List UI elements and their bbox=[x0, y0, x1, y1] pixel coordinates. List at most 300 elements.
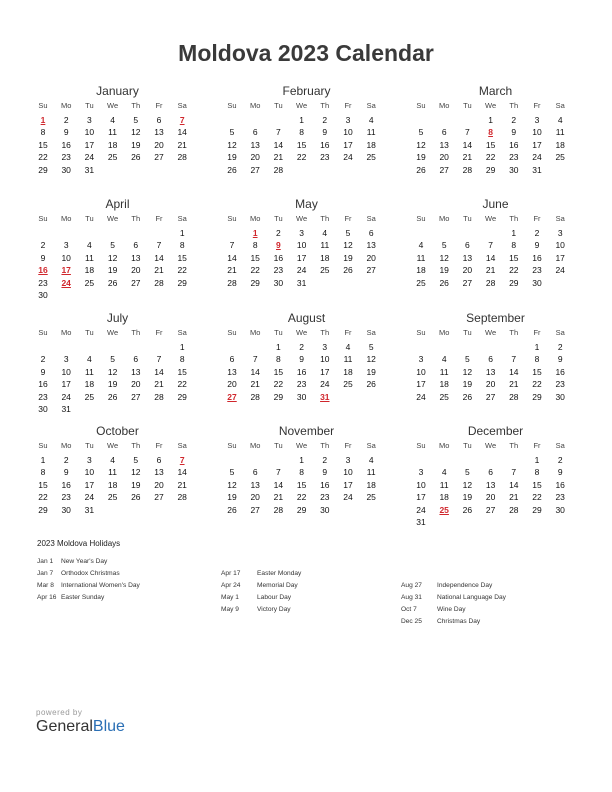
calendar-day[interactable]: 28 bbox=[273, 504, 284, 515]
calendar-day[interactable]: 22 bbox=[38, 152, 48, 163]
calendar-day[interactable]: 6 bbox=[133, 354, 139, 365]
calendar-day[interactable]: 30 bbox=[273, 277, 284, 288]
calendar-day[interactable]: 23 bbox=[555, 492, 565, 503]
calendar-day[interactable]: 6 bbox=[488, 467, 493, 478]
holiday-day[interactable]: 27 bbox=[227, 391, 237, 402]
calendar-day[interactable]: 18 bbox=[84, 265, 95, 276]
calendar-day[interactable]: 4 bbox=[345, 342, 351, 352]
calendar-day[interactable]: 19 bbox=[227, 152, 237, 163]
calendar-day[interactable]: 4 bbox=[441, 467, 447, 478]
calendar-day[interactable]: 18 bbox=[416, 265, 426, 276]
holiday-day[interactable]: 31 bbox=[320, 391, 330, 402]
calendar-day[interactable]: 18 bbox=[84, 379, 95, 390]
calendar-day[interactable]: 6 bbox=[229, 354, 235, 365]
calendar-day[interactable]: 9 bbox=[322, 127, 328, 138]
calendar-day[interactable]: 17 bbox=[416, 492, 426, 503]
calendar-day[interactable]: 5 bbox=[465, 354, 470, 365]
calendar-day[interactable]: 20 bbox=[366, 252, 376, 263]
holiday-day[interactable]: 16 bbox=[38, 265, 48, 276]
calendar-day[interactable]: 31 bbox=[416, 517, 426, 527]
calendar-day[interactable]: 18 bbox=[343, 366, 353, 377]
calendar-day[interactable]: 28 bbox=[509, 504, 519, 515]
calendar-day[interactable]: 8 bbox=[511, 240, 517, 251]
calendar-day[interactable]: 16 bbox=[509, 139, 519, 150]
calendar-day[interactable]: 15 bbox=[273, 366, 284, 377]
calendar-day[interactable]: 5 bbox=[441, 240, 447, 251]
calendar-day[interactable]: 25 bbox=[107, 492, 118, 503]
calendar-day[interactable]: 8 bbox=[40, 127, 46, 138]
calendar-day[interactable]: 2 bbox=[40, 240, 46, 251]
calendar-day[interactable]: 3 bbox=[534, 115, 540, 125]
calendar-day[interactable]: 3 bbox=[322, 342, 328, 352]
calendar-day[interactable]: 3 bbox=[345, 115, 351, 125]
calendar-day[interactable]: 13 bbox=[154, 467, 164, 478]
calendar-day[interactable]: 11 bbox=[108, 467, 117, 478]
calendar-day[interactable]: 9 bbox=[40, 366, 46, 377]
calendar-day[interactable]: 25 bbox=[84, 277, 95, 288]
calendar-day[interactable]: 12 bbox=[227, 139, 237, 150]
calendar-day[interactable]: 7 bbox=[156, 354, 162, 365]
calendar-day[interactable]: 8 bbox=[40, 467, 46, 478]
calendar-day[interactable]: 16 bbox=[38, 379, 48, 390]
calendar-day[interactable]: 9 bbox=[63, 467, 69, 478]
calendar-day[interactable]: 24 bbox=[416, 391, 426, 402]
calendar-day[interactable]: 30 bbox=[38, 404, 48, 414]
calendar-day[interactable]: 6 bbox=[252, 467, 258, 478]
calendar-day[interactable]: 25 bbox=[555, 152, 565, 163]
calendar-day[interactable]: 22 bbox=[296, 492, 307, 503]
calendar-day[interactable]: 28 bbox=[154, 391, 164, 402]
calendar-day[interactable]: 14 bbox=[250, 366, 260, 377]
calendar-day[interactable]: 15 bbox=[38, 139, 48, 150]
calendar-day[interactable]: 4 bbox=[87, 354, 92, 365]
calendar-day[interactable]: 10 bbox=[320, 354, 330, 365]
calendar-day[interactable]: 13 bbox=[366, 240, 376, 251]
calendar-day[interactable]: 19 bbox=[366, 366, 376, 377]
holiday-day[interactable]: 7 bbox=[179, 115, 185, 125]
calendar-day[interactable]: 29 bbox=[532, 391, 542, 402]
calendar-day[interactable]: 17 bbox=[320, 366, 330, 377]
calendar-day[interactable]: 19 bbox=[343, 252, 353, 263]
calendar-day[interactable]: 4 bbox=[110, 455, 115, 465]
calendar-day[interactable]: 20 bbox=[462, 265, 473, 276]
calendar-day[interactable]: 20 bbox=[250, 152, 260, 163]
calendar-day[interactable]: 6 bbox=[368, 228, 374, 238]
calendar-day[interactable]: 26 bbox=[131, 152, 141, 163]
calendar-day[interactable]: 2 bbox=[557, 342, 563, 352]
calendar-day[interactable]: 6 bbox=[441, 127, 447, 138]
calendar-day[interactable]: 14 bbox=[509, 479, 519, 490]
calendar-day[interactable]: 5 bbox=[133, 455, 139, 465]
calendar-day[interactable]: 4 bbox=[557, 115, 563, 125]
calendar-day[interactable]: 14 bbox=[509, 366, 519, 377]
calendar-day[interactable]: 5 bbox=[368, 342, 374, 352]
calendar-day[interactable]: 23 bbox=[532, 265, 542, 276]
calendar-day[interactable]: 13 bbox=[154, 127, 164, 138]
calendar-day[interactable]: 18 bbox=[107, 139, 118, 150]
calendar-day[interactable]: 12 bbox=[107, 366, 118, 377]
holiday-day[interactable]: 17 bbox=[61, 265, 71, 276]
calendar-day[interactable]: 12 bbox=[131, 127, 141, 138]
calendar-day[interactable]: 28 bbox=[462, 164, 473, 175]
calendar-day[interactable]: 11 bbox=[439, 479, 449, 490]
holiday-day[interactable]: 8 bbox=[488, 127, 493, 138]
calendar-day[interactable]: 22 bbox=[509, 265, 519, 276]
calendar-day[interactable]: 25 bbox=[439, 391, 449, 402]
calendar-day[interactable]: 10 bbox=[61, 366, 71, 377]
calendar-day[interactable]: 14 bbox=[273, 479, 284, 490]
calendar-day[interactable]: 22 bbox=[273, 379, 284, 390]
calendar-day[interactable]: 15 bbox=[532, 366, 542, 377]
calendar-day[interactable]: 1 bbox=[511, 228, 517, 238]
calendar-day[interactable]: 14 bbox=[273, 139, 284, 150]
calendar-day[interactable]: 6 bbox=[488, 354, 493, 365]
calendar-day[interactable]: 7 bbox=[276, 127, 281, 138]
calendar-day[interactable]: 17 bbox=[343, 479, 353, 490]
calendar-day[interactable]: 2 bbox=[557, 455, 563, 465]
calendar-day[interactable]: 1 bbox=[40, 455, 46, 465]
calendar-day[interactable]: 29 bbox=[532, 504, 542, 515]
calendar-day[interactable]: 17 bbox=[84, 479, 95, 490]
calendar-day[interactable]: 1 bbox=[534, 455, 540, 465]
calendar-day[interactable]: 13 bbox=[131, 252, 141, 263]
calendar-day[interactable]: 24 bbox=[532, 152, 542, 163]
calendar-day[interactable]: 28 bbox=[509, 391, 519, 402]
calendar-day[interactable]: 5 bbox=[133, 115, 139, 125]
calendar-day[interactable]: 20 bbox=[154, 139, 164, 150]
calendar-day[interactable]: 21 bbox=[154, 265, 164, 276]
calendar-day[interactable]: 27 bbox=[462, 277, 473, 288]
calendar-day[interactable]: 16 bbox=[273, 252, 284, 263]
calendar-day[interactable]: 30 bbox=[320, 504, 330, 515]
calendar-day[interactable]: 23 bbox=[509, 152, 519, 163]
calendar-day[interactable]: 14 bbox=[177, 127, 187, 138]
calendar-day[interactable]: 29 bbox=[509, 277, 519, 288]
calendar-day[interactable]: 17 bbox=[532, 139, 542, 150]
calendar-day[interactable]: 12 bbox=[439, 252, 449, 263]
calendar-day[interactable]: 11 bbox=[555, 127, 565, 138]
calendar-day[interactable]: 24 bbox=[296, 265, 307, 276]
calendar-day[interactable]: 2 bbox=[276, 228, 281, 238]
calendar-day[interactable]: 14 bbox=[154, 252, 164, 263]
calendar-day[interactable]: 21 bbox=[509, 492, 519, 503]
calendar-day[interactable]: 2 bbox=[534, 228, 540, 238]
calendar-day[interactable]: 10 bbox=[296, 240, 307, 251]
calendar-day[interactable]: 6 bbox=[252, 127, 258, 138]
calendar-day[interactable]: 22 bbox=[38, 492, 48, 503]
calendar-day[interactable]: 2 bbox=[322, 455, 328, 465]
calendar-day[interactable]: 1 bbox=[179, 228, 185, 238]
calendar-day[interactable]: 17 bbox=[555, 252, 565, 263]
calendar-day[interactable]: 11 bbox=[343, 354, 353, 365]
calendar-day[interactable]: 28 bbox=[177, 492, 187, 503]
calendar-day[interactable]: 18 bbox=[555, 139, 565, 150]
calendar-day[interactable]: 21 bbox=[273, 152, 284, 163]
calendar-day[interactable]: 26 bbox=[131, 492, 141, 503]
calendar-day[interactable]: 6 bbox=[156, 115, 162, 125]
calendar-day[interactable]: 7 bbox=[511, 467, 517, 478]
calendar-day[interactable]: 24 bbox=[61, 391, 71, 402]
calendar-day[interactable]: 6 bbox=[133, 240, 139, 251]
calendar-day[interactable]: 29 bbox=[250, 277, 260, 288]
calendar-day[interactable]: 18 bbox=[366, 139, 376, 150]
calendar-day[interactable]: 8 bbox=[534, 354, 540, 365]
calendar-day[interactable]: 26 bbox=[107, 391, 118, 402]
calendar-day[interactable]: 13 bbox=[250, 139, 260, 150]
calendar-day[interactable]: 31 bbox=[296, 277, 307, 288]
calendar-day[interactable]: 15 bbox=[296, 139, 307, 150]
calendar-day[interactable]: 7 bbox=[488, 240, 493, 251]
calendar-day[interactable]: 30 bbox=[38, 290, 48, 300]
calendar-day[interactable]: 20 bbox=[250, 492, 260, 503]
calendar-day[interactable]: 20 bbox=[227, 379, 237, 390]
calendar-day[interactable]: 4 bbox=[110, 115, 115, 125]
calendar-day[interactable]: 11 bbox=[366, 127, 376, 138]
calendar-day[interactable]: 14 bbox=[485, 252, 496, 263]
calendar-day[interactable]: 9 bbox=[40, 252, 46, 263]
calendar-day[interactable]: 12 bbox=[366, 354, 376, 365]
calendar-day[interactable]: 28 bbox=[177, 152, 187, 163]
calendar-day[interactable]: 27 bbox=[485, 391, 496, 402]
calendar-day[interactable]: 21 bbox=[177, 139, 187, 150]
calendar-day[interactable]: 30 bbox=[555, 504, 565, 515]
calendar-day[interactable]: 3 bbox=[345, 455, 351, 465]
calendar-day[interactable]: 5 bbox=[110, 354, 115, 365]
calendar-day[interactable]: 4 bbox=[368, 455, 374, 465]
calendar-day[interactable]: 7 bbox=[252, 354, 258, 365]
calendar-day[interactable]: 9 bbox=[534, 240, 540, 251]
calendar-day[interactable]: 29 bbox=[485, 164, 496, 175]
calendar-day[interactable]: 25 bbox=[366, 152, 376, 163]
calendar-day[interactable]: 22 bbox=[532, 379, 542, 390]
calendar-day[interactable]: 13 bbox=[131, 366, 141, 377]
calendar-day[interactable]: 15 bbox=[177, 252, 187, 263]
calendar-day[interactable]: 6 bbox=[465, 240, 470, 251]
calendar-day[interactable]: 18 bbox=[107, 479, 118, 490]
calendar-day[interactable]: 25 bbox=[366, 492, 376, 503]
calendar-day[interactable]: 1 bbox=[179, 342, 185, 352]
calendar-day[interactable]: 7 bbox=[229, 240, 235, 251]
calendar-day[interactable]: 5 bbox=[465, 467, 470, 478]
calendar-day[interactable]: 8 bbox=[299, 127, 304, 138]
calendar-day[interactable]: 9 bbox=[557, 354, 563, 365]
calendar-day[interactable]: 23 bbox=[320, 492, 330, 503]
calendar-day[interactable]: 24 bbox=[84, 152, 95, 163]
calendar-day[interactable]: 24 bbox=[343, 492, 353, 503]
calendar-day[interactable]: 3 bbox=[418, 467, 424, 478]
calendar-day[interactable]: 24 bbox=[343, 152, 353, 163]
calendar-day[interactable]: 9 bbox=[63, 127, 69, 138]
calendar-day[interactable]: 2 bbox=[299, 342, 304, 352]
calendar-day[interactable]: 16 bbox=[61, 139, 71, 150]
calendar-day[interactable]: 16 bbox=[61, 479, 71, 490]
calendar-day[interactable]: 4 bbox=[368, 115, 374, 125]
calendar-day[interactable]: 17 bbox=[84, 139, 95, 150]
calendar-day[interactable]: 20 bbox=[154, 479, 164, 490]
calendar-day[interactable]: 16 bbox=[555, 366, 565, 377]
calendar-day[interactable]: 13 bbox=[485, 479, 496, 490]
calendar-day[interactable]: 24 bbox=[320, 379, 330, 390]
calendar-day[interactable]: 23 bbox=[61, 152, 71, 163]
calendar-day[interactable]: 19 bbox=[107, 379, 118, 390]
calendar-day[interactable]: 10 bbox=[84, 467, 95, 478]
calendar-day[interactable]: 19 bbox=[227, 492, 237, 503]
calendar-day[interactable]: 20 bbox=[131, 265, 141, 276]
calendar-day[interactable]: 15 bbox=[250, 252, 260, 263]
calendar-day[interactable]: 8 bbox=[179, 354, 185, 365]
calendar-day[interactable]: 27 bbox=[131, 277, 141, 288]
calendar-day[interactable]: 26 bbox=[439, 277, 449, 288]
calendar-day[interactable]: 21 bbox=[273, 492, 284, 503]
calendar-day[interactable]: 29 bbox=[296, 504, 307, 515]
calendar-day[interactable]: 13 bbox=[439, 139, 449, 150]
calendar-day[interactable]: 27 bbox=[250, 504, 260, 515]
calendar-day[interactable]: 30 bbox=[61, 504, 71, 515]
calendar-day[interactable]: 1 bbox=[534, 342, 540, 352]
calendar-day[interactable]: 17 bbox=[61, 379, 71, 390]
calendar-day[interactable]: 8 bbox=[252, 240, 258, 251]
calendar-day[interactable]: 30 bbox=[532, 277, 542, 288]
calendar-day[interactable]: 31 bbox=[61, 404, 71, 414]
calendar-day[interactable]: 17 bbox=[343, 139, 353, 150]
calendar-day[interactable]: 23 bbox=[273, 265, 284, 276]
calendar-day[interactable]: 2 bbox=[511, 115, 517, 125]
calendar-day[interactable]: 28 bbox=[154, 277, 164, 288]
calendar-day[interactable]: 14 bbox=[462, 139, 473, 150]
calendar-day[interactable]: 27 bbox=[131, 391, 141, 402]
calendar-day[interactable]: 20 bbox=[131, 379, 141, 390]
calendar-day[interactable]: 21 bbox=[462, 152, 473, 163]
calendar-day[interactable]: 21 bbox=[154, 379, 164, 390]
calendar-day[interactable]: 30 bbox=[61, 164, 71, 175]
calendar-day[interactable]: 21 bbox=[227, 265, 237, 276]
calendar-day[interactable]: 7 bbox=[465, 127, 470, 138]
calendar-day[interactable]: 29 bbox=[177, 391, 187, 402]
calendar-day[interactable]: 10 bbox=[555, 240, 565, 251]
calendar-day[interactable]: 26 bbox=[366, 379, 376, 390]
holiday-day[interactable]: 25 bbox=[439, 504, 449, 515]
calendar-day[interactable]: 2 bbox=[322, 115, 328, 125]
calendar-day[interactable]: 16 bbox=[296, 366, 307, 377]
calendar-day[interactable]: 23 bbox=[38, 391, 48, 402]
calendar-day[interactable]: 7 bbox=[156, 240, 162, 251]
calendar-day[interactable]: 4 bbox=[441, 354, 447, 365]
calendar-day[interactable]: 19 bbox=[462, 492, 473, 503]
calendar-day[interactable]: 19 bbox=[107, 265, 118, 276]
calendar-day[interactable]: 12 bbox=[227, 479, 237, 490]
calendar-day[interactable]: 2 bbox=[63, 455, 69, 465]
calendar-day[interactable]: 24 bbox=[555, 265, 565, 276]
calendar-day[interactable]: 8 bbox=[179, 240, 185, 251]
calendar-day[interactable]: 12 bbox=[131, 467, 141, 478]
calendar-day[interactable]: 23 bbox=[320, 152, 330, 163]
calendar-day[interactable]: 18 bbox=[320, 252, 330, 263]
calendar-day[interactable]: 11 bbox=[320, 240, 330, 251]
calendar-day[interactable]: 25 bbox=[343, 379, 353, 390]
calendar-day[interactable]: 11 bbox=[84, 366, 94, 377]
calendar-day[interactable]: 26 bbox=[227, 504, 237, 515]
calendar-day[interactable]: 6 bbox=[156, 455, 162, 465]
calendar-day[interactable]: 28 bbox=[485, 277, 496, 288]
calendar-day[interactable]: 1 bbox=[299, 115, 304, 125]
calendar-day[interactable]: 10 bbox=[532, 127, 542, 138]
calendar-day[interactable]: 19 bbox=[131, 139, 141, 150]
generalblue-logo[interactable] bbox=[36, 718, 125, 736]
calendar-day[interactable]: 1 bbox=[276, 342, 281, 352]
calendar-day[interactable]: 24 bbox=[416, 504, 426, 515]
calendar-day[interactable]: 21 bbox=[177, 479, 187, 490]
calendar-day[interactable]: 15 bbox=[38, 479, 48, 490]
calendar-day[interactable]: 14 bbox=[154, 366, 164, 377]
calendar-day[interactable]: 20 bbox=[485, 492, 496, 503]
calendar-day[interactable]: 25 bbox=[107, 152, 118, 163]
calendar-day[interactable]: 9 bbox=[557, 467, 563, 478]
calendar-day[interactable]: 19 bbox=[439, 265, 449, 276]
calendar-day[interactable]: 31 bbox=[532, 164, 542, 175]
calendar-day[interactable]: 2 bbox=[40, 354, 46, 365]
calendar-day[interactable]: 25 bbox=[320, 265, 330, 276]
calendar-day[interactable]: 13 bbox=[462, 252, 473, 263]
calendar-day[interactable]: 19 bbox=[131, 479, 141, 490]
calendar-day[interactable]: 27 bbox=[154, 152, 164, 163]
calendar-day[interactable]: 13 bbox=[227, 366, 237, 377]
calendar-day[interactable]: 3 bbox=[87, 115, 92, 125]
calendar-day[interactable]: 11 bbox=[108, 127, 117, 138]
holiday-day[interactable]: 9 bbox=[276, 240, 281, 251]
calendar-day[interactable]: 12 bbox=[462, 479, 473, 490]
calendar-day[interactable]: 11 bbox=[366, 467, 376, 478]
holiday-day[interactable]: 1 bbox=[40, 115, 46, 125]
calendar-day[interactable]: 26 bbox=[343, 265, 353, 276]
calendar-day[interactable]: 2 bbox=[63, 115, 69, 125]
calendar-day[interactable]: 28 bbox=[273, 164, 284, 175]
calendar-day[interactable]: 9 bbox=[322, 467, 328, 478]
calendar-day[interactable]: 18 bbox=[366, 479, 376, 490]
calendar-day[interactable]: 16 bbox=[320, 479, 330, 490]
calendar-day[interactable]: 21 bbox=[250, 379, 260, 390]
calendar-day[interactable]: 12 bbox=[107, 252, 118, 263]
calendar-day[interactable]: 17 bbox=[296, 252, 307, 263]
calendar-day[interactable]: 23 bbox=[61, 492, 71, 503]
calendar-day[interactable]: 8 bbox=[299, 467, 304, 478]
calendar-day[interactable]: 4 bbox=[87, 240, 92, 251]
calendar-day[interactable]: 22 bbox=[177, 265, 187, 276]
calendar-day[interactable]: 27 bbox=[154, 492, 164, 503]
calendar-day[interactable]: 7 bbox=[511, 354, 517, 365]
calendar-day[interactable]: 5 bbox=[229, 467, 235, 478]
calendar-day[interactable]: 10 bbox=[61, 252, 71, 263]
calendar-day[interactable]: 22 bbox=[250, 265, 260, 276]
holiday-day[interactable]: 7 bbox=[179, 455, 185, 465]
calendar-day[interactable]: 5 bbox=[418, 127, 424, 138]
calendar-day[interactable]: 26 bbox=[462, 504, 473, 515]
calendar-day[interactable]: 8 bbox=[276, 354, 281, 365]
holiday-day[interactable]: 1 bbox=[252, 228, 258, 238]
calendar-day[interactable]: 10 bbox=[416, 479, 426, 490]
calendar-day[interactable]: 10 bbox=[84, 127, 95, 138]
calendar-day[interactable]: 3 bbox=[63, 240, 69, 251]
calendar-day[interactable]: 15 bbox=[532, 479, 542, 490]
calendar-day[interactable]: 13 bbox=[485, 366, 496, 377]
calendar-day[interactable]: 27 bbox=[439, 164, 449, 175]
calendar-day[interactable]: 1 bbox=[488, 115, 493, 125]
calendar-day[interactable]: 25 bbox=[416, 277, 426, 288]
calendar-day[interactable]: 26 bbox=[107, 277, 118, 288]
calendar-day[interactable]: 29 bbox=[177, 277, 187, 288]
calendar-day[interactable]: 16 bbox=[320, 139, 330, 150]
calendar-day[interactable]: 10 bbox=[343, 467, 353, 478]
calendar-day[interactable]: 4 bbox=[322, 228, 328, 238]
